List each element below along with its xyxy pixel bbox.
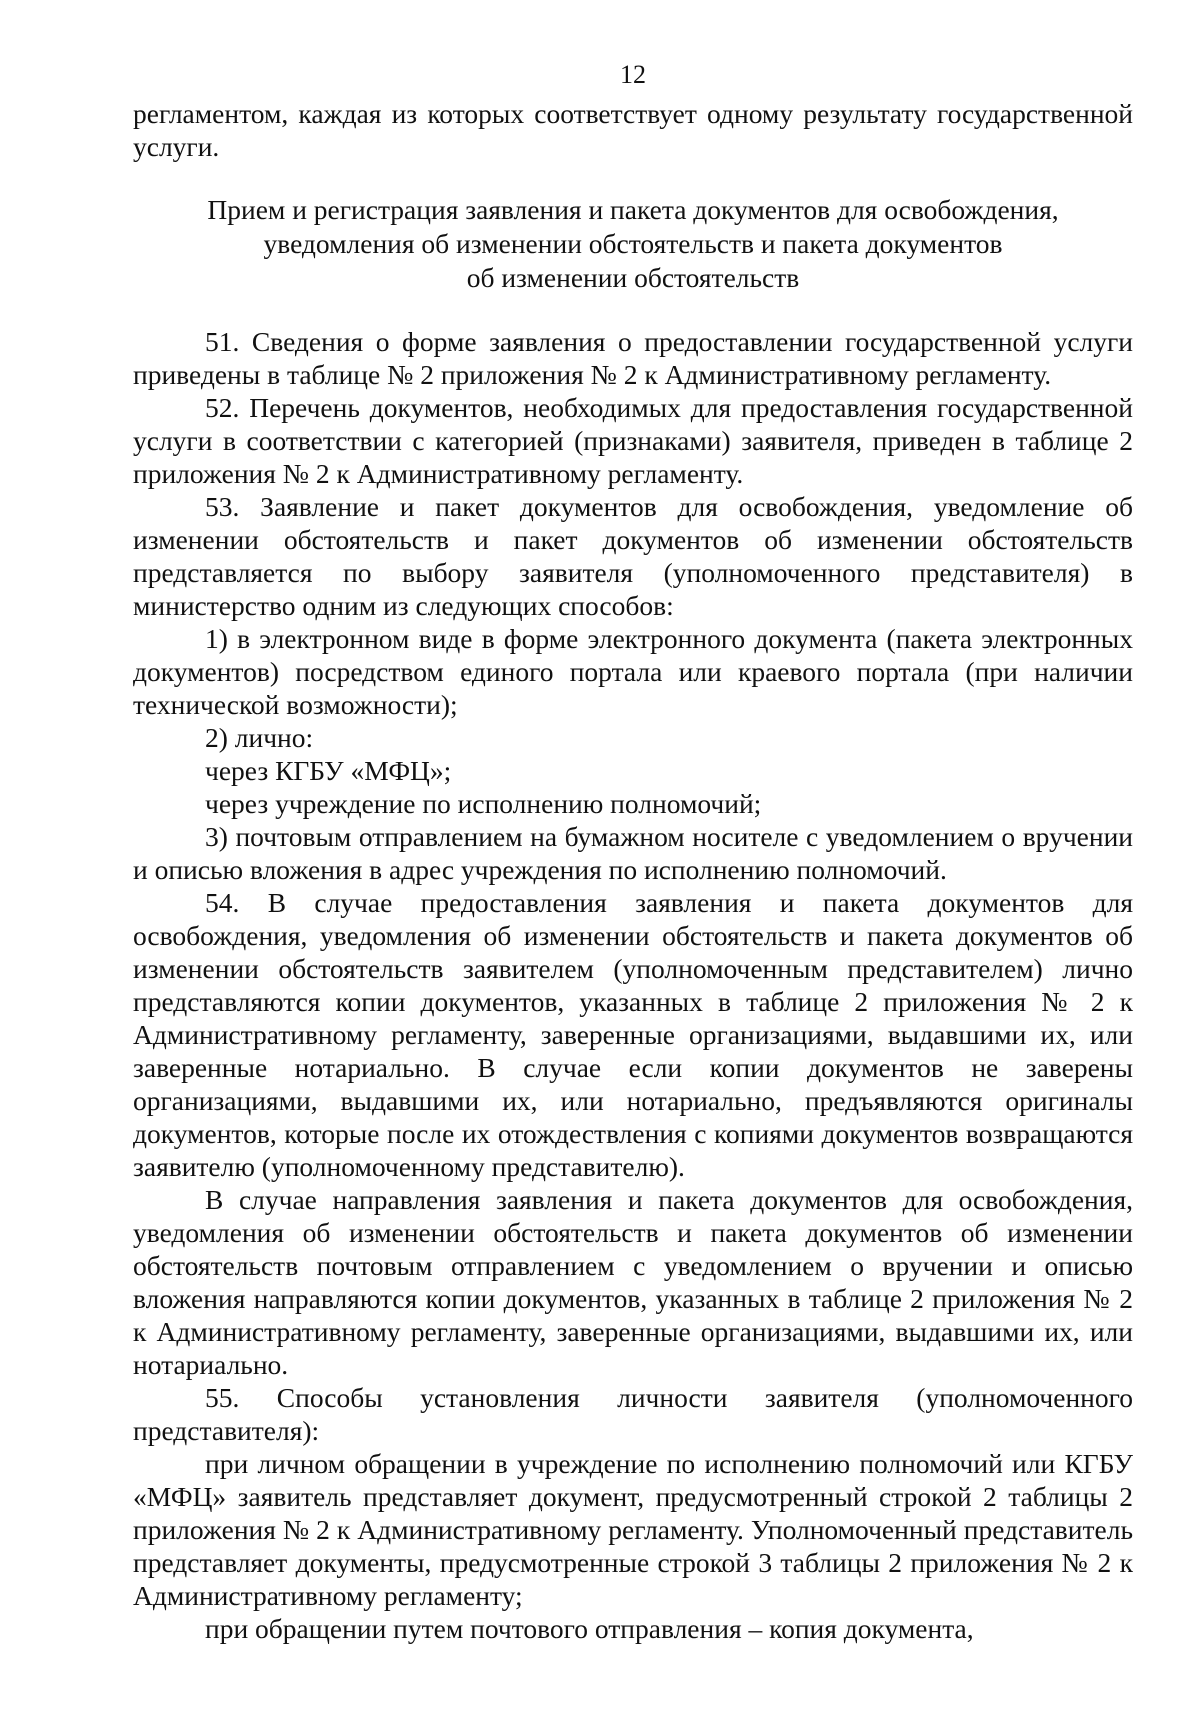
page-number: 12	[620, 60, 646, 89]
paragraph-52: 52. Перечень документов, необходимых для предоставления государственной услуги в соответствии с категорией (признаками) заявителя, приведен в таблице 2 приложения № 2 к Административному регламенту.	[133, 392, 1133, 489]
paragraph-53-item-2b: через учреждение по исполнению полномочий;	[205, 788, 762, 819]
section-heading	[133, 193, 1133, 295]
paragraph-53-item-2a: через КГБУ «МФЦ»;	[205, 755, 452, 786]
paragraph-53: 53. Заявление и пакет документов для освобождения, уведомление об изменении обстоятельств и пакет документов об изменении обстоятельств представляется по выбору заявителя (уполномоченного представителя) в министерство одним из следующих способов:	[133, 491, 1133, 621]
paragraph-54-second: В случае направления заявления и пакета документов для освобождения, уведомления об изменении обстоятельств и пакета документов об изменении обстоятельств почтовым отправлением с уведомлением о вручении и описью вложения направляются копии документов, указанных в таблице 2 приложения № 2 к Административному регламенту, заверенные организациями, выдавшими их, или нотариально.	[133, 1184, 1133, 1380]
paragraph-53-item-1: 1) в электронном виде в форме электронного документа (пакета электронных документов) посредством единого портала или краевого портала (при наличии технической возможности);	[133, 623, 1133, 720]
section-heading-line-3: об изменении обстоятельств	[466, 262, 800, 293]
intro-paragraph: регламентом, каждая из которых соответствует одному результату государственной услуги.	[133, 98, 1133, 162]
paragraph-53-item-2: 2) лично:	[205, 722, 314, 753]
paragraph-55-postal: при обращении путем почтового отправления – копия документа,	[205, 1613, 974, 1644]
section-heading-line-2: уведомления об изменении обстоятельств и пакета документов	[263, 228, 1003, 259]
paragraph-53-item-3: 3) почтовым отправлением на бумажном носителе с уведомлением о вручении и описью вложения в адрес учреждения по исполнению полномочий.	[133, 821, 1133, 885]
paragraph-55: 55. Способы установления личности заявителя (уполномоченного представителя):	[133, 1382, 1133, 1446]
document-page	[133, 58, 1133, 1645]
paragraph-51: 51. Сведения о форме заявления о предоставлении государственной услуги приведены в таблице № 2 приложения № 2 к Административному регламенту.	[133, 326, 1133, 390]
section-heading-line-1: Прием и регистрация заявления и пакета документов для освобождения,	[207, 194, 1059, 225]
paragraph-55-personal: при личном обращении в учреждение по исполнению полномочий или КГБУ «МФЦ» заявитель представляет документ, предусмотренный строкой 2 таблицы 2 приложения № 2 к Административному регламенту. Уполномоченный представитель представляет документы, предусмотренные строкой 3 таблицы 2 приложения № 2 к Административному регламенту;	[133, 1448, 1133, 1611]
paragraph-54: 54. В случае предоставления заявления и пакета документов для освобождения, уведомления об изменении обстоятельств и пакета документов об изменении обстоятельств заявителем (уполномоченным представителем) лично представляются копии документов, указанных в таблице 2 приложения № 2 к Административному регламенту, заверенные организациями, выдавшими их, или заверенные нотариально. В случае если копии документов не заверены организациями, выдавшими их, или нотариально, предъявляются оригиналы документов, которые после их отождествления с копиями документов возвращаются заявителю (уполномоченному представителю).	[133, 887, 1133, 1182]
